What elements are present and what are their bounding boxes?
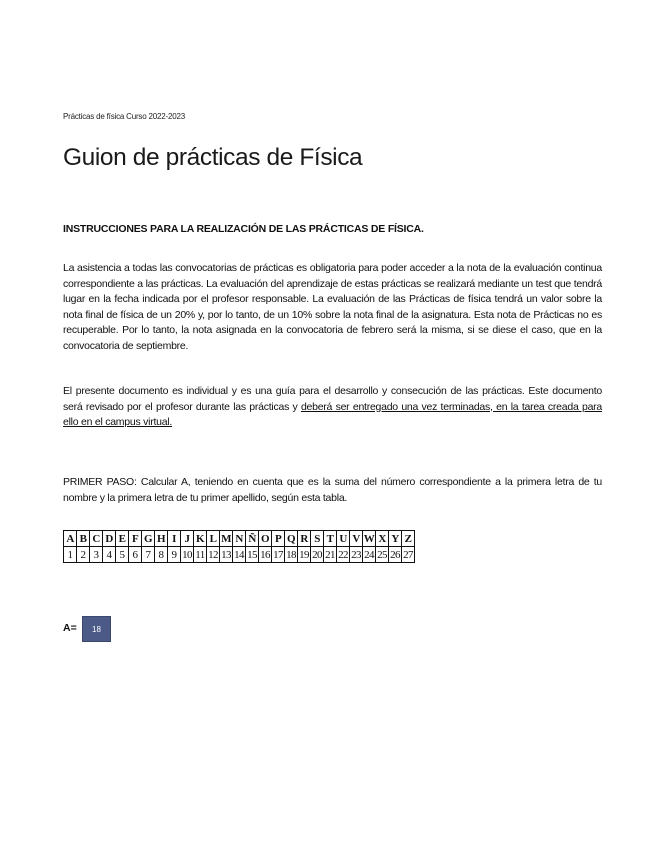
letter-cell: H xyxy=(155,531,168,547)
number-cell: 9 xyxy=(168,547,181,563)
number-cell: 16 xyxy=(260,548,270,561)
letter-cell: U xyxy=(337,531,350,547)
number-cell: 10 xyxy=(182,548,192,561)
number-cell: 22 xyxy=(338,548,348,561)
number-cell: 11 xyxy=(195,548,205,561)
page-title: Guion de prácticas de Física xyxy=(63,144,363,171)
alphabet-number-table xyxy=(63,530,415,563)
letter-cell: J xyxy=(181,531,194,547)
number-cell: 18 xyxy=(286,548,296,561)
number-cell: 5 xyxy=(116,547,129,563)
number-cell: 25 xyxy=(377,548,387,561)
letter-cell: P xyxy=(272,531,285,547)
letter-cell: A xyxy=(64,531,77,547)
number-cell: 3 xyxy=(90,547,103,563)
first-step-label: PRIMER PASO: xyxy=(63,476,137,488)
course-header: Prácticas de física Curso 2022-2023 xyxy=(63,112,185,121)
number-cell: 14 xyxy=(234,548,244,561)
letter-cell: R xyxy=(298,531,311,547)
letter-cell: Q xyxy=(285,531,298,547)
letter-cell: V xyxy=(350,531,363,547)
number-cell: 20 xyxy=(312,548,322,561)
number-cell: 21 xyxy=(325,548,335,561)
number-cell: 27 xyxy=(403,548,413,561)
letter-cell: Z xyxy=(402,531,415,547)
number-cell: 12 xyxy=(208,548,218,561)
number-cell: 26 xyxy=(390,548,400,561)
number-cell: 7 xyxy=(142,547,155,563)
letter-cell: O xyxy=(259,531,272,547)
letter-cell: W xyxy=(363,532,375,545)
number-cell: 23 xyxy=(351,548,361,561)
instructions-paragraph-1: La asistencia a todas las convocatorias de prácticas es obligatoria para poder acceder a la nota de la evaluación continua correspondiente a las prácticas. La evaluación del aprendizaje de estas prácticas se realizará mediante un test que tendrá lugar en la fecha indicada por el profesor responsable. La evaluación de las Prácticas de física tendrá un valor sobre la nota final de física de un 20% y, por lo tanto, de un 10% sobre la nota final de la asignatura. Esta nota de Prácticas no es recuperable. Por lo tanto, la nota asignada en la convocatoria de febrero será la misma, si se diese el caso, que en la convocatoria de septiembre. xyxy=(63,262,602,352)
letter-cell: G xyxy=(142,531,155,547)
number-cell: 15 xyxy=(247,548,257,561)
letter-cell: K xyxy=(194,531,207,547)
letter-cell: D xyxy=(103,531,116,547)
paragraph-2-text: El presente documento es individual y es una guía para el desarrollo y consecución de las prácticas. Este documento será revisado por el profesor durante las prácticas y xyxy=(63,385,602,413)
paragraph-2-underlined: deberá ser entregado una vez terminadas, en la tarea creada para ello en el campus virtual. xyxy=(63,400,602,429)
letter-cell: Y xyxy=(389,531,402,547)
answer-value-field[interactable]: 18 xyxy=(82,616,111,642)
letter-cell: L xyxy=(207,531,220,547)
letter-cell: T xyxy=(324,531,337,547)
number-cell: 4 xyxy=(103,547,116,563)
instructions-paragraph-2 xyxy=(63,384,602,431)
letter-cell: M xyxy=(221,532,231,545)
number-cell: 17 xyxy=(273,548,283,561)
letter-cell: Ñ xyxy=(246,531,259,547)
letter-cell: B xyxy=(77,531,90,547)
number-cell: 8 xyxy=(155,547,168,563)
first-step-paragraph xyxy=(63,475,602,506)
letters-row xyxy=(64,531,415,547)
letter-cell: X xyxy=(376,531,389,547)
number-cell: 6 xyxy=(129,547,142,563)
letter-cell: E xyxy=(116,531,129,547)
number-cell: 24 xyxy=(364,548,374,561)
letter-cell: S xyxy=(311,531,324,547)
answer-label: A= xyxy=(63,622,77,634)
numbers-row xyxy=(64,547,415,563)
letter-cell: C xyxy=(90,531,103,547)
first-step-text: Calcular A, teniendo en cuenta que es la suma del número correspondiente a la primera letra de tu nombre y la primera letra de tu primer apellido, según esta tabla. xyxy=(63,476,602,504)
number-cell: 13 xyxy=(221,548,231,561)
letter-cell: I xyxy=(168,531,181,547)
instructions-heading: INSTRUCCIONES PARA LA REALIZACIÓN DE LAS PRÁCTICAS DE FÍSICA. xyxy=(63,223,424,235)
number-cell: 1 xyxy=(64,547,77,563)
number-cell: 2 xyxy=(77,547,90,563)
letter-cell: F xyxy=(129,531,142,547)
number-cell: 19 xyxy=(299,548,309,561)
letter-cell: N xyxy=(233,531,246,547)
